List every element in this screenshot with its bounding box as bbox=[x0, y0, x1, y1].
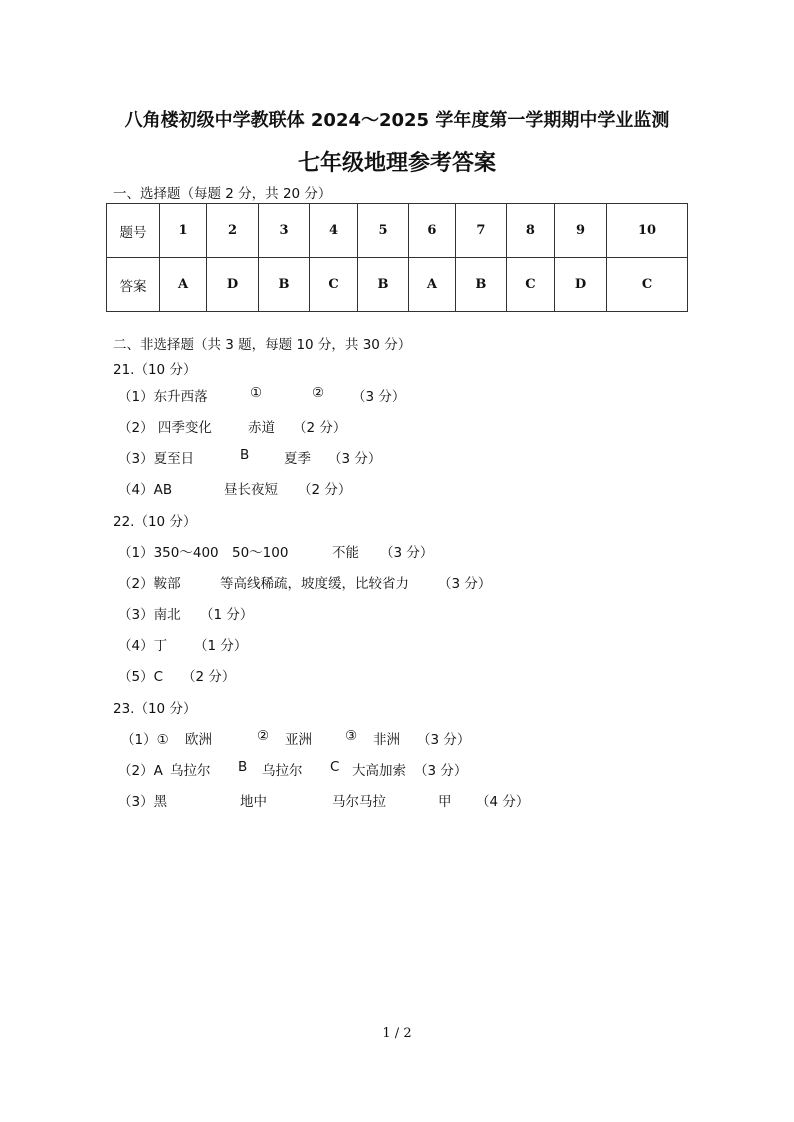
answer-text: 大高加索 bbox=[352, 763, 406, 779]
section1-heading: 一、选择题（每题 2 分，共 20 分） bbox=[113, 186, 332, 202]
answer-text: ② bbox=[257, 728, 270, 744]
question-number: 2 bbox=[207, 204, 259, 258]
q21-heading: 21.（10 分） bbox=[113, 362, 197, 378]
answer-text: （3）南北 bbox=[118, 607, 181, 623]
answer-text: （4）AB bbox=[118, 482, 173, 498]
answer-text: C bbox=[330, 759, 340, 775]
answer-text: （1）① bbox=[121, 732, 169, 748]
answer-text: 欧洲 bbox=[185, 732, 212, 748]
document-subtitle: 七年级地理参考答案 bbox=[297, 151, 496, 176]
answer-text: 赤道 bbox=[248, 420, 275, 436]
answer-table bbox=[106, 203, 688, 312]
question-number: 1 bbox=[160, 204, 207, 258]
answer-text: 等高线稀疏，坡度缓，比较省力 bbox=[220, 576, 409, 592]
answer-cell: D bbox=[554, 258, 606, 312]
score-text: （2 分） bbox=[293, 420, 347, 436]
answer-text: 乌拉尔 bbox=[262, 763, 303, 779]
score-text: （3 分） bbox=[380, 545, 434, 561]
score-text: （1 分） bbox=[200, 607, 254, 623]
table-row-answers bbox=[107, 258, 688, 312]
question-number: 9 bbox=[554, 204, 606, 258]
q22-heading: 22.（10 分） bbox=[113, 514, 197, 530]
score-text: （3 分） bbox=[352, 389, 406, 405]
answer-text: 50～100 bbox=[232, 545, 289, 561]
q23-line3 bbox=[118, 790, 530, 886]
answer-text: 甲 bbox=[438, 794, 452, 810]
score-text: （3 分） bbox=[438, 576, 492, 592]
answer-text: 地中 bbox=[240, 794, 267, 810]
document-title: 八角楼初级中学教联体 2024～2025 学年度第一学期期中学业监测 bbox=[124, 110, 670, 131]
answer-text: （3）黑 bbox=[118, 794, 168, 810]
question-number: 8 bbox=[506, 204, 554, 258]
answer-text: 昼长夜短 bbox=[224, 482, 278, 498]
answer-text: ② bbox=[312, 385, 325, 401]
question-number: 7 bbox=[455, 204, 506, 258]
score-text: （2 分） bbox=[182, 669, 236, 685]
question-number: 10 bbox=[606, 204, 687, 258]
question-number: 4 bbox=[309, 204, 357, 258]
answer-text: （2） 四季变化 bbox=[118, 420, 212, 436]
page-number: 1 / 2 bbox=[382, 1026, 412, 1041]
answer-text: （1）东升西落 bbox=[118, 389, 208, 405]
row-label-answers: 答案 bbox=[107, 258, 160, 312]
answer-text: 不能 bbox=[332, 545, 359, 561]
question-number: 5 bbox=[358, 204, 409, 258]
answer-text: 非洲 bbox=[373, 732, 400, 748]
score-text: （3 分） bbox=[417, 732, 471, 748]
answer-text: 乌拉尔 bbox=[170, 763, 211, 779]
answer-text: ③ bbox=[345, 728, 358, 744]
score-text: （3 分） bbox=[414, 763, 468, 779]
answer-text: （5）C bbox=[118, 669, 164, 685]
answer-text: （2）A bbox=[118, 763, 163, 779]
answer-text: 亚洲 bbox=[285, 732, 312, 748]
score-text: （2 分） bbox=[298, 482, 352, 498]
table-row-numbers bbox=[107, 204, 688, 258]
answer-text: B bbox=[240, 447, 250, 463]
answer-cell: C bbox=[606, 258, 687, 312]
answer-cell: A bbox=[160, 258, 207, 312]
answer-text: （3）夏至日 bbox=[118, 451, 195, 467]
answer-text: （4）丁 bbox=[118, 638, 168, 654]
score-text: （4 分） bbox=[476, 794, 530, 810]
question-number: 3 bbox=[259, 204, 310, 258]
answer-cell: C bbox=[309, 258, 357, 312]
answer-cell: A bbox=[408, 258, 455, 312]
answer-text: B bbox=[238, 759, 248, 775]
section2-heading: 二、非选择题（共 3 题，每题 10 分，共 30 分） bbox=[113, 337, 412, 353]
answer-text: （1）350～400 bbox=[118, 545, 219, 561]
answer-cell: C bbox=[506, 258, 554, 312]
answer-text: 马尔马拉 bbox=[332, 794, 386, 810]
answer-text: 夏季 bbox=[284, 451, 311, 467]
answer-cell: B bbox=[455, 258, 506, 312]
score-text: （1 分） bbox=[194, 638, 248, 654]
answer-cell: B bbox=[358, 258, 409, 312]
question-number: 6 bbox=[408, 204, 455, 258]
answer-text: ① bbox=[250, 385, 263, 401]
q23-heading: 23.（10 分） bbox=[113, 701, 197, 717]
row-label-numbers: 题号 bbox=[107, 204, 160, 258]
answer-text: （2）鞍部 bbox=[118, 576, 181, 592]
score-text: （3 分） bbox=[328, 451, 382, 467]
answer-cell: D bbox=[207, 258, 259, 312]
answer-cell: B bbox=[259, 258, 310, 312]
